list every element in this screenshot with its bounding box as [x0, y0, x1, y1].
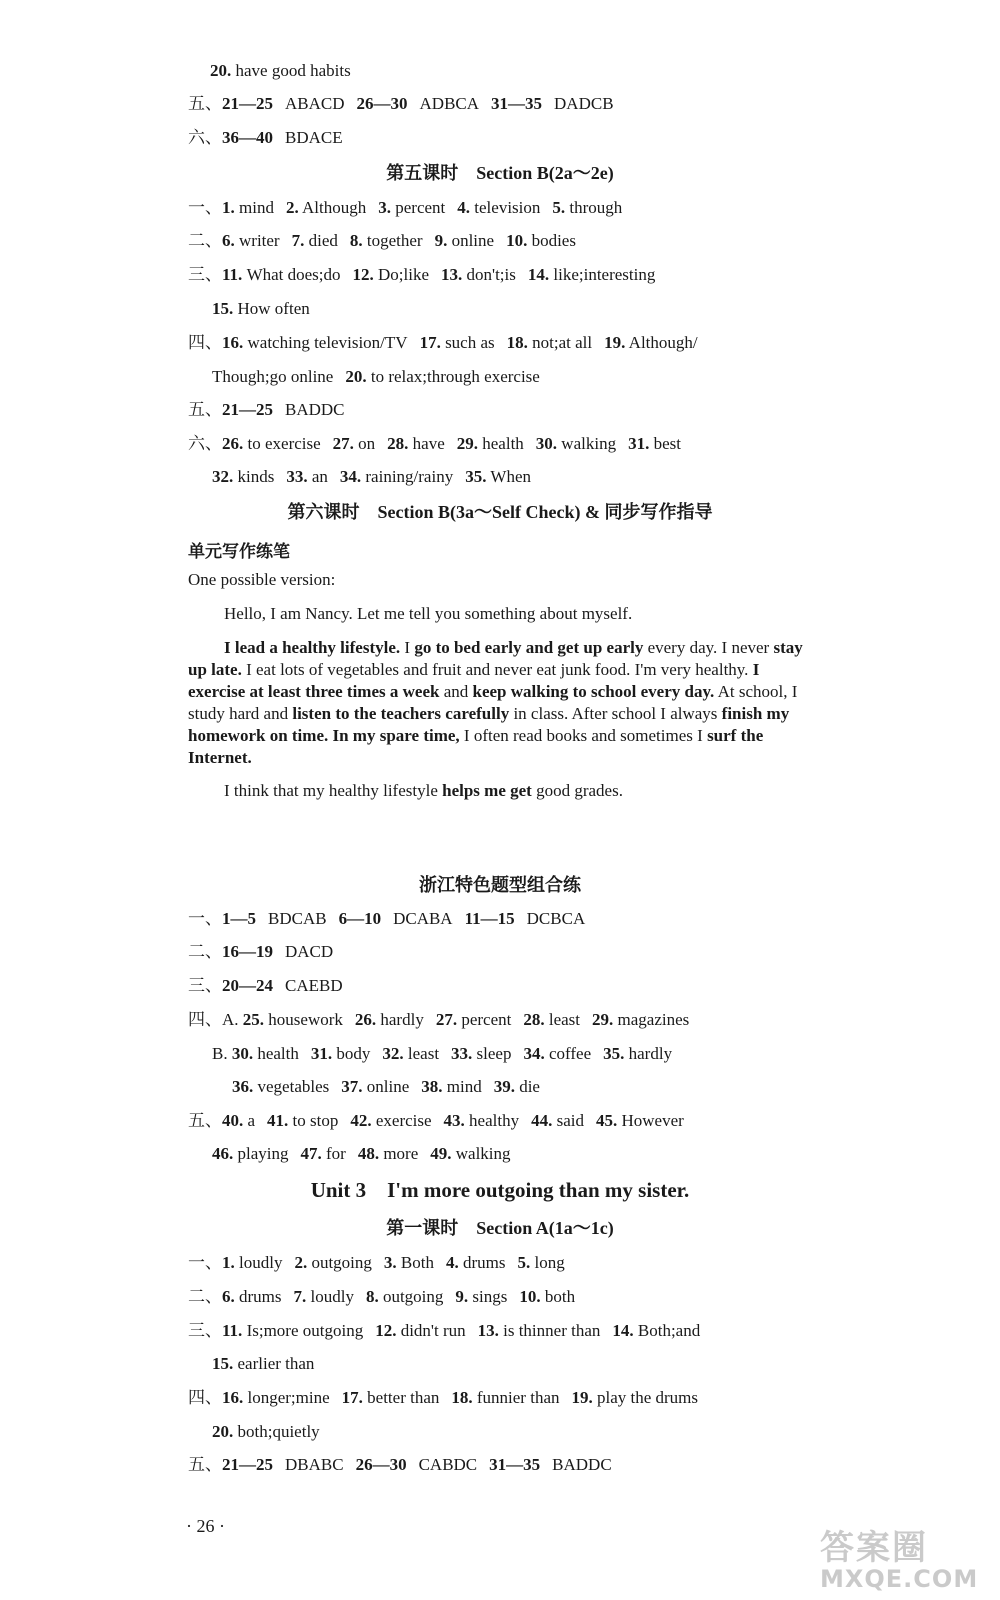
- answer-line: 三、11. What does;do 12. Do;like 13. don't;is 14. like;interesting: [188, 265, 656, 284]
- answer-line: 36. vegetables 37. online 38. mind 39. die: [232, 1077, 540, 1096]
- section-heading-unit3-lesson1: 第一课时 Section A(1a～1c): [386, 1218, 614, 1238]
- answer-line: 三、20—24 CAEBD: [188, 976, 343, 995]
- sample-essay: [188, 603, 818, 814]
- watermark-text-cn: 答案圈: [820, 1528, 928, 1568]
- answer-line: 二、16—19 DACD: [188, 942, 334, 961]
- answer-line: B. 30. health 31. body 32. least 33. sleep 34. coffee 35. hardly: [212, 1044, 673, 1063]
- answer-line: 四、A. 25. housework 26. hardly 27. percent 28. least 29. magazines: [188, 1010, 690, 1029]
- section-heading-zhejiang: 浙江特色题型组合练: [419, 875, 581, 895]
- watermark-logo: [820, 1520, 978, 1593]
- essay-paragraph: I think that my healthy lifestyle helps me get good grades.: [224, 781, 623, 800]
- answer-line: 五、21—25 DBABC 26—30 CABDC 31—35 BADDC: [188, 1455, 612, 1474]
- answer-line: 15. How often: [212, 299, 310, 318]
- answer-line: 六、26. to exercise 27. on 28. have 29. health 30. walking 31. best: [188, 434, 681, 453]
- answer-line: 一、1—5 BDCAB 6—10 DCABA 11—15 DCBCA: [188, 909, 586, 928]
- answer-line: 20. have good habits: [210, 61, 351, 80]
- essay-paragraph: I lead a healthy lifestyle. I go to bed early and get up early every day. I never stay up late. I eat lots of vegetables and fruit and never eat junk food. I'm very healthy. I exercise at least three times a week and keep walking to school every day. At school, I study hard and listen to the teachers carefully in class. After school I always finish my homework on time. In my spare time, I often read books and sometimes I surf the Internet.: [188, 637, 803, 767]
- answer-line: 46. playing 47. for 48. more 49. walking: [212, 1144, 511, 1163]
- unit-title: Unit 3 I'm more outgoing than my sister.: [310, 1178, 690, 1202]
- section-heading-lesson6: 第六课时 Section B(3a～Self Check) & 同步写作指导: [287, 502, 713, 522]
- answer-line: 五、21—25 BADDC: [188, 400, 345, 419]
- answer-line: 一、1. loudly 2. outgoing 3. Both 4. drums 5. long: [188, 1253, 565, 1272]
- essay-paragraph: Hello, I am Nancy. Let me tell you something about myself.: [224, 604, 633, 623]
- section-heading-lesson5: 第五课时 Section B(2a～2e): [386, 163, 614, 183]
- writing-practice-label: 单元写作练笔: [188, 542, 290, 561]
- answer-line: 20. both;quietly: [212, 1422, 320, 1441]
- answer-line: 五、21—25 ABACD 26—30 ADBCA 31—35 DADCB: [188, 94, 614, 113]
- version-label: One possible version:: [188, 570, 336, 589]
- answer-line: 三、11. Is;more outgoing 12. didn't run 13. is thinner than 14. Both;and: [188, 1321, 701, 1340]
- answer-line: 二、6. writer 7. died 8. together 9. online 10. bodies: [188, 231, 576, 250]
- answer-line: 二、6. drums 7. loudly 8. outgoing 9. sings 10. both: [188, 1287, 576, 1306]
- answer-line: 一、1. mind 2. Although 3. percent 4. television 5. through: [188, 198, 623, 217]
- page-number: · 26 ·: [186, 1516, 225, 1536]
- answer-line: 五、40. a 41. to stop 42. exercise 43. healthy 44. said 45. However: [188, 1111, 684, 1130]
- answer-line: Though;go online 20. to relax;through exercise: [212, 367, 540, 386]
- answer-line: 32. kinds 33. an 34. raining/rainy 35. When: [212, 467, 531, 486]
- answer-line: 六、36—40 BDACE: [188, 128, 343, 147]
- answer-line: 四、16. watching television/TV 17. such as 18. not;at all 19. Although/: [188, 333, 698, 352]
- answer-line: 15. earlier than: [212, 1354, 315, 1373]
- answer-line: 四、16. longer;mine 17. better than 18. funnier than 19. play the drums: [188, 1388, 699, 1407]
- watermark-text-en: MXQE.COM: [820, 1565, 979, 1593]
